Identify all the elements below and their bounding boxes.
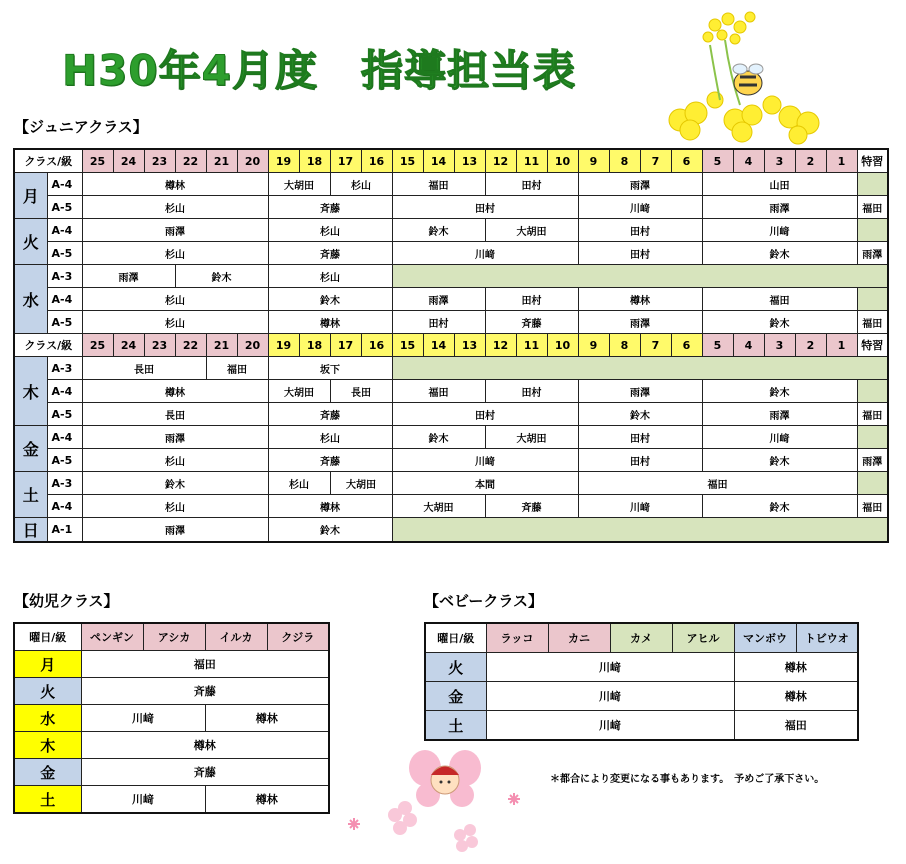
- table-row: [14, 380, 888, 403]
- grade-header: 12: [485, 334, 516, 357]
- teacher-cell: 福田: [857, 495, 888, 518]
- teacher-cell: 鈴木: [82, 472, 268, 495]
- teacher-cell: 杉山: [268, 426, 392, 449]
- junior-header-row: [14, 149, 888, 173]
- table-row: [14, 196, 888, 219]
- table-row: [14, 759, 329, 786]
- empty-cell: [392, 518, 888, 543]
- teacher-cell: 雨澤: [82, 518, 268, 543]
- teacher-cell: 杉山: [268, 219, 392, 242]
- teacher-cell: 田村: [392, 196, 578, 219]
- empty-cell: [857, 219, 888, 242]
- empty-cell: [857, 426, 888, 449]
- teacher-cell: 杉山: [82, 449, 268, 472]
- grade-header: 3: [764, 149, 795, 173]
- teacher-cell: 雨澤: [82, 265, 175, 288]
- teacher-cell: 川﨑: [81, 786, 205, 814]
- grade-header: 7: [640, 334, 671, 357]
- teacher-cell: 雨澤: [392, 288, 485, 311]
- teacher-cell: 福田: [857, 311, 888, 334]
- grade-header: 5: [702, 334, 733, 357]
- table-row: [14, 426, 888, 449]
- teacher-cell: 雨澤: [857, 242, 888, 265]
- grade-header: 14: [423, 149, 454, 173]
- table-row: [14, 732, 329, 759]
- teacher-cell: 福田: [702, 288, 857, 311]
- grade-header: 23: [144, 334, 175, 357]
- grade-header: 19: [268, 149, 299, 173]
- grade-header: 4: [733, 334, 764, 357]
- teacher-cell: 樽林: [734, 682, 858, 711]
- teacher-cell: 田村: [392, 311, 485, 334]
- teacher-cell: 大胡田: [268, 173, 330, 196]
- grade-header: 10: [547, 334, 578, 357]
- baby-header-row: [425, 623, 858, 653]
- teacher-cell: 杉山: [82, 495, 268, 518]
- teacher-cell: 杉山: [268, 472, 330, 495]
- teacher-cell: 川﨑: [486, 682, 734, 711]
- teacher-cell: 杉山: [82, 288, 268, 311]
- teacher-cell: 雨澤: [82, 219, 268, 242]
- teacher-cell: 田村: [485, 288, 578, 311]
- fairy-flower-illustration: [340, 740, 540, 860]
- grade-header: 13: [454, 334, 485, 357]
- teacher-cell: 福田: [206, 357, 268, 380]
- teacher-cell: 川﨑: [702, 426, 857, 449]
- teacher-cell: 福田: [392, 173, 485, 196]
- teacher-cell: 福田: [857, 196, 888, 219]
- teacher-cell: 田村: [578, 426, 702, 449]
- grade-header: カニ: [548, 623, 610, 653]
- teacher-cell: 川﨑: [81, 705, 205, 732]
- kinder-header-row: [14, 623, 329, 651]
- grade-header: ペンギン: [81, 623, 143, 651]
- teacher-cell: 山田: [702, 173, 857, 196]
- teacher-cell: 樽林: [734, 653, 858, 682]
- teacher-cell: 鈴木: [175, 265, 268, 288]
- grade-header: 9: [578, 334, 609, 357]
- teacher-cell: 樽林: [268, 495, 392, 518]
- teacher-cell: 杉山: [330, 173, 392, 196]
- table-row: [14, 403, 888, 426]
- teacher-cell: 斉藤: [268, 242, 392, 265]
- teacher-cell: 杉山: [268, 265, 392, 288]
- teacher-cell: 長田: [82, 403, 268, 426]
- grade-header: 12: [485, 149, 516, 173]
- special-header: 特習: [857, 334, 888, 357]
- teacher-cell: 斉藤: [485, 311, 578, 334]
- grade-header: ラッコ: [486, 623, 548, 653]
- teacher-cell: 樽林: [82, 173, 268, 196]
- class-label: A-3: [47, 357, 82, 380]
- teacher-cell: 斉藤: [81, 678, 329, 705]
- teacher-cell: 雨澤: [702, 196, 857, 219]
- grade-header: 4: [733, 149, 764, 173]
- day-label: 火: [14, 219, 47, 265]
- grade-header: 20: [237, 334, 268, 357]
- teacher-cell: 斉藤: [268, 449, 392, 472]
- grade-header: 11: [516, 334, 547, 357]
- grade-header: 22: [175, 334, 206, 357]
- class-label: A-5: [47, 311, 82, 334]
- class-grade-header: クラス/級: [14, 334, 82, 357]
- table-row: [14, 173, 888, 196]
- teacher-cell: 杉山: [82, 196, 268, 219]
- junior-section-label: 【ジュニアクラス】: [14, 118, 148, 136]
- grade-header: カメ: [610, 623, 672, 653]
- empty-cell: [857, 472, 888, 495]
- grade-header: 18: [299, 334, 330, 357]
- day-label: 木: [14, 732, 81, 759]
- day-grade-header: 曜日/級: [425, 623, 486, 653]
- teacher-cell: 雨澤: [82, 426, 268, 449]
- grade-header: 13: [454, 149, 485, 173]
- flower-bee-illustration: [640, 5, 840, 145]
- grade-header: クジラ: [267, 623, 329, 651]
- teacher-cell: 鈴木: [392, 426, 485, 449]
- grade-header: アヒル: [672, 623, 734, 653]
- class-label: A-4: [47, 288, 82, 311]
- empty-cell: [857, 173, 888, 196]
- teacher-cell: 斉藤: [81, 759, 329, 786]
- class-label: A-4: [47, 219, 82, 242]
- teacher-cell: 大胡田: [485, 426, 578, 449]
- teacher-cell: 本間: [392, 472, 578, 495]
- kinder-section-label: 【幼児クラス】: [14, 592, 119, 610]
- teacher-cell: 雨澤: [857, 449, 888, 472]
- page-title: H30年4月度 指導担当表: [62, 46, 576, 95]
- class-label: A-4: [47, 173, 82, 196]
- grade-header: 17: [330, 149, 361, 173]
- grade-header: 14: [423, 334, 454, 357]
- teacher-cell: 鈴木: [702, 449, 857, 472]
- teacher-cell: 田村: [392, 403, 578, 426]
- grade-header: 11: [516, 149, 547, 173]
- baby-section-label: 【ベビークラス】: [424, 592, 543, 610]
- day-label: 水: [14, 265, 47, 334]
- grade-header: 15: [392, 334, 423, 357]
- teacher-cell: 川﨑: [392, 449, 578, 472]
- grade-header: 16: [361, 334, 392, 357]
- teacher-cell: 斉藤: [485, 495, 578, 518]
- grade-header: 7: [640, 149, 671, 173]
- teacher-cell: 鈴木: [268, 518, 392, 543]
- grade-header: 25: [82, 334, 113, 357]
- class-label: A-5: [47, 449, 82, 472]
- grade-header: 5: [702, 149, 733, 173]
- teacher-cell: 福田: [734, 711, 858, 741]
- teacher-cell: 田村: [578, 219, 702, 242]
- grade-header: イルカ: [205, 623, 267, 651]
- grade-header: 3: [764, 334, 795, 357]
- grade-header: 18: [299, 149, 330, 173]
- teacher-cell: 杉山: [82, 311, 268, 334]
- class-label: A-5: [47, 196, 82, 219]
- grade-header: 1: [826, 334, 857, 357]
- day-label: 月: [14, 173, 47, 219]
- day-label: 金: [14, 759, 81, 786]
- teacher-cell: 鈴木: [268, 288, 392, 311]
- teacher-cell: 樽林: [81, 732, 329, 759]
- grade-header: 2: [795, 149, 826, 173]
- teacher-cell: 杉山: [82, 242, 268, 265]
- teacher-cell: 雨澤: [702, 403, 857, 426]
- class-label: A-5: [47, 403, 82, 426]
- grade-header: 21: [206, 149, 237, 173]
- teacher-cell: 斉藤: [268, 196, 392, 219]
- grade-header: 22: [175, 149, 206, 173]
- table-row: [14, 311, 888, 334]
- table-row: [14, 705, 329, 732]
- day-label: 土: [14, 786, 81, 814]
- teacher-cell: 鈴木: [392, 219, 485, 242]
- teacher-cell: 川﨑: [486, 711, 734, 741]
- grade-header: 16: [361, 149, 392, 173]
- class-label: A-4: [47, 380, 82, 403]
- teacher-cell: 福田: [578, 472, 857, 495]
- teacher-cell: 長田: [330, 380, 392, 403]
- teacher-cell: 川﨑: [578, 196, 702, 219]
- table-row: [14, 786, 329, 814]
- class-label: A-1: [47, 518, 82, 543]
- teacher-cell: 樽林: [578, 288, 702, 311]
- junior-schedule-table: [13, 148, 889, 543]
- teacher-cell: 斉藤: [268, 403, 392, 426]
- empty-cell: [857, 288, 888, 311]
- teacher-cell: 樽林: [268, 311, 392, 334]
- teacher-cell: 鈴木: [702, 242, 857, 265]
- teacher-cell: 大胡田: [485, 219, 578, 242]
- teacher-cell: 長田: [82, 357, 206, 380]
- class-label: A-4: [47, 495, 82, 518]
- special-header: 特習: [857, 149, 888, 173]
- day-label: 金: [14, 426, 47, 472]
- grade-header: 8: [609, 334, 640, 357]
- empty-cell: [392, 357, 888, 380]
- empty-cell: [392, 265, 888, 288]
- teacher-cell: 福田: [81, 651, 329, 678]
- teacher-cell: 雨澤: [578, 173, 702, 196]
- table-row: [14, 449, 888, 472]
- table-row: [14, 288, 888, 311]
- notice-text: ＊都合により変更になる事もあります。 予めご了承下さい。: [550, 774, 825, 785]
- grade-header: 8: [609, 149, 640, 173]
- day-label: 土: [14, 472, 47, 518]
- day-grade-header: 曜日/級: [14, 623, 81, 651]
- day-label: 金: [425, 682, 486, 711]
- teacher-cell: 鈴木: [702, 380, 857, 403]
- teacher-cell: 川﨑: [578, 495, 702, 518]
- grade-header: 19: [268, 334, 299, 357]
- grade-header: 24: [113, 149, 144, 173]
- table-row: [425, 653, 858, 682]
- teacher-cell: 鈴木: [578, 403, 702, 426]
- teacher-cell: 大胡田: [392, 495, 485, 518]
- teacher-cell: 福田: [392, 380, 485, 403]
- day-label: 土: [425, 711, 486, 741]
- day-label: 火: [14, 678, 81, 705]
- teacher-cell: 樽林: [82, 380, 268, 403]
- teacher-cell: 田村: [485, 380, 578, 403]
- grade-header: 25: [82, 149, 113, 173]
- day-label: 木: [14, 357, 47, 426]
- grade-header: 6: [671, 334, 702, 357]
- grade-header: アシカ: [143, 623, 205, 651]
- table-row: [14, 357, 888, 380]
- table-row: [14, 651, 329, 678]
- table-row: [14, 265, 888, 288]
- empty-cell: [857, 380, 888, 403]
- teacher-cell: 川﨑: [486, 653, 734, 682]
- grade-header: 20: [237, 149, 268, 173]
- teacher-cell: 川﨑: [702, 219, 857, 242]
- grade-header: 2: [795, 334, 826, 357]
- teacher-cell: 鈴木: [702, 311, 857, 334]
- teacher-cell: 樽林: [205, 786, 329, 814]
- table-row: [14, 495, 888, 518]
- teacher-cell: 坂下: [268, 357, 392, 380]
- table-row: [425, 682, 858, 711]
- grade-header: 21: [206, 334, 237, 357]
- junior-header-row: [14, 334, 888, 357]
- table-row: [14, 242, 888, 265]
- teacher-cell: 田村: [485, 173, 578, 196]
- table-row: [14, 518, 888, 543]
- teacher-cell: 樽林: [205, 705, 329, 732]
- class-label: A-3: [47, 472, 82, 495]
- class-label: A-3: [47, 265, 82, 288]
- grade-header: 10: [547, 149, 578, 173]
- class-label: A-4: [47, 426, 82, 449]
- table-row: [14, 678, 329, 705]
- grade-header: トビウオ: [796, 623, 858, 653]
- day-label: 水: [14, 705, 81, 732]
- grade-header: 17: [330, 334, 361, 357]
- class-grade-header: クラス/級: [14, 149, 82, 173]
- day-label: 月: [14, 651, 81, 678]
- teacher-cell: 鈴木: [702, 495, 857, 518]
- grade-header: 1: [826, 149, 857, 173]
- teacher-cell: 雨澤: [578, 311, 702, 334]
- teacher-cell: 川﨑: [392, 242, 578, 265]
- grade-header: マンボウ: [734, 623, 796, 653]
- grade-header: 24: [113, 334, 144, 357]
- teacher-cell: 福田: [857, 403, 888, 426]
- grade-header: 15: [392, 149, 423, 173]
- table-row: [425, 711, 858, 741]
- teacher-cell: 田村: [578, 242, 702, 265]
- day-label: 日: [14, 518, 47, 543]
- grade-header: 9: [578, 149, 609, 173]
- grade-header: 6: [671, 149, 702, 173]
- kinder-schedule-table: [13, 622, 330, 814]
- baby-schedule-table: [424, 622, 859, 741]
- class-label: A-5: [47, 242, 82, 265]
- table-row: [14, 219, 888, 242]
- teacher-cell: 雨澤: [578, 380, 702, 403]
- teacher-cell: 大胡田: [330, 472, 392, 495]
- day-label: 火: [425, 653, 486, 682]
- teacher-cell: 大胡田: [268, 380, 330, 403]
- grade-header: 23: [144, 149, 175, 173]
- table-row: [14, 472, 888, 495]
- teacher-cell: 田村: [578, 449, 702, 472]
